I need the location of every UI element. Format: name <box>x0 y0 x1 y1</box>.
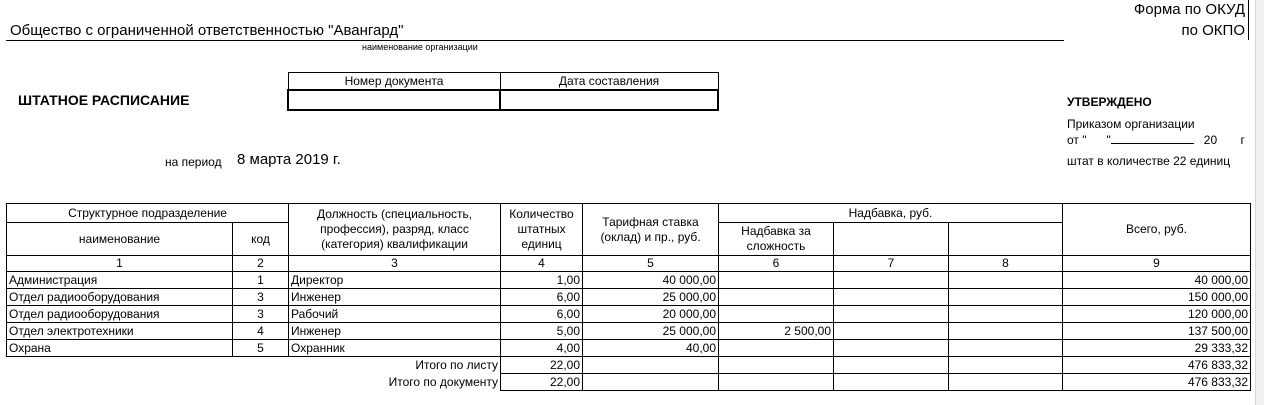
total-sheet-count[interactable]: 22,00 <box>501 357 583 374</box>
cell-bonus-8[interactable] <box>949 340 1063 357</box>
cell-name[interactable]: Администрация <box>7 272 233 289</box>
document-number-table <box>287 72 719 111</box>
cell-rate[interactable]: 25 000,00 <box>583 323 719 340</box>
column-number: 6 <box>719 256 834 272</box>
cell-bonus-6[interactable] <box>719 340 834 357</box>
cell-name[interactable]: Отдел радиооборудования <box>7 289 233 306</box>
table-row[interactable] <box>7 323 1251 340</box>
cell-position[interactable]: Директор <box>289 272 501 289</box>
cell-position[interactable]: Охранник <box>289 340 501 357</box>
cell-code[interactable]: 4 <box>233 323 289 340</box>
total-sheet-total[interactable]: 476 833,32 <box>1063 357 1251 374</box>
total-document-count[interactable]: 22,00 <box>501 374 583 391</box>
header-bonus-complexity: Надбавка за сложность <box>719 223 834 256</box>
approved-title: УТВЕРЖДЕНО <box>1067 95 1152 109</box>
organization-caption: наименование организации <box>362 42 478 52</box>
cell-total[interactable]: 40 000,00 <box>1063 272 1251 289</box>
cell-bonus-6[interactable] <box>719 289 834 306</box>
cell-name[interactable]: Охрана <box>7 340 233 357</box>
document-number-header: Номер документа <box>288 73 500 91</box>
cell-rate[interactable]: 40,00 <box>583 340 719 357</box>
column-number: 5 <box>583 256 719 272</box>
column-number: 2 <box>233 256 289 272</box>
vertical-scrollbar[interactable] <box>1255 0 1264 405</box>
approved-from-prefix: от " <box>1067 133 1087 147</box>
organization-name: Общество с ограниченной ответственностью "Авангард" <box>10 22 404 39</box>
total-document-bonus-6[interactable] <box>719 374 834 391</box>
cell-count[interactable]: 6,00 <box>501 306 583 323</box>
total-document-label: Итого по документу <box>388 374 499 389</box>
column-number: 1 <box>7 256 233 272</box>
cell-bonus-6[interactable] <box>719 272 834 289</box>
column-number: 7 <box>834 256 949 272</box>
approved-staff-count: штат в количестве 22 единиц <box>1067 154 1231 168</box>
cell-bonus-8[interactable] <box>949 272 1063 289</box>
document-date-header: Дата составления <box>500 73 718 91</box>
okud-label: Форма по ОКУД <box>1133 1 1245 18</box>
period-value[interactable]: 8 марта 2019 г. <box>237 151 341 168</box>
total-document-bonus-8[interactable] <box>949 374 1063 391</box>
header-bonus: Надбавка, руб. <box>719 204 1063 223</box>
total-document-total[interactable]: 476 833,32 <box>1063 374 1251 391</box>
column-number: 9 <box>1063 256 1251 272</box>
cell-name[interactable]: Отдел электротехники <box>7 323 233 340</box>
cell-bonus-7[interactable] <box>834 340 949 357</box>
header-bonus-7 <box>834 223 949 256</box>
cell-name[interactable]: Отдел радиооборудования <box>7 306 233 323</box>
total-sheet-rate[interactable] <box>583 357 719 374</box>
table-row[interactable] <box>7 272 1251 289</box>
approved-from-quote: " <box>1106 133 1111 147</box>
header-count: Количество штатных единиц <box>501 204 583 256</box>
table-row[interactable] <box>7 340 1251 357</box>
column-number: 4 <box>501 256 583 272</box>
cell-bonus-8[interactable] <box>949 306 1063 323</box>
table-row[interactable] <box>7 306 1251 323</box>
approved-year: 20 <box>1203 133 1218 147</box>
okpo-label: по ОКПО <box>1181 22 1245 39</box>
header-rate: Тарифная ставка (оклад) и пр., руб. <box>583 204 719 256</box>
cell-bonus-8[interactable] <box>949 289 1063 306</box>
okud-code-cell[interactable] <box>1248 0 1254 20</box>
total-sheet-label: Итого по листу <box>415 357 499 372</box>
cell-code[interactable]: 1 <box>233 272 289 289</box>
total-document-bonus-7[interactable] <box>834 374 949 391</box>
cell-bonus-7[interactable] <box>834 289 949 306</box>
total-sheet-bonus-8[interactable] <box>949 357 1063 374</box>
staffing-table <box>6 203 1251 391</box>
approved-order-label: Приказом организации <box>1067 117 1195 131</box>
total-document-rate[interactable] <box>583 374 719 391</box>
cell-code[interactable]: 3 <box>233 306 289 323</box>
cell-bonus-6[interactable] <box>719 306 834 323</box>
total-row-document <box>7 374 1251 391</box>
cell-bonus-7[interactable] <box>834 306 949 323</box>
total-sheet-bonus-7[interactable] <box>834 357 949 374</box>
cell-rate[interactable]: 20 000,00 <box>583 306 719 323</box>
approved-year-suffix: г <box>1240 133 1245 147</box>
header-total: Всего, руб. <box>1063 204 1251 256</box>
cell-bonus-7[interactable] <box>834 272 949 289</box>
cell-position[interactable]: Инженер <box>289 323 501 340</box>
cell-total[interactable]: 29 333,32 <box>1063 340 1251 357</box>
cell-count[interactable]: 4,00 <box>501 340 583 357</box>
header-bonus-8 <box>949 223 1063 256</box>
cell-bonus-6[interactable]: 2 500,00 <box>719 323 834 340</box>
column-number: 8 <box>949 256 1063 272</box>
total-row-sheet <box>7 357 1251 374</box>
cell-total[interactable]: 137 500,00 <box>1063 323 1251 340</box>
column-number: 3 <box>289 256 501 272</box>
organization-underline <box>6 40 1064 41</box>
cell-total[interactable]: 120 000,00 <box>1063 306 1251 323</box>
cell-rate[interactable]: 40 000,00 <box>583 272 719 289</box>
approved-month-blank[interactable] <box>1111 133 1194 144</box>
okpo-code-cell[interactable] <box>1248 20 1254 40</box>
cell-bonus-7[interactable] <box>834 323 949 340</box>
header-code: код <box>233 223 289 256</box>
total-sheet-bonus-6[interactable] <box>719 357 834 374</box>
document-date-cell[interactable] <box>500 90 718 110</box>
cell-code[interactable]: 3 <box>233 289 289 306</box>
cell-count[interactable]: 5,00 <box>501 323 583 340</box>
document-title: ШТАТНОЕ РАСПИСАНИЕ <box>18 92 190 108</box>
cell-count[interactable]: 1,00 <box>501 272 583 289</box>
cell-count[interactable]: 6,00 <box>501 289 583 306</box>
cell-code[interactable]: 5 <box>233 340 289 357</box>
period-label: на период <box>165 155 222 169</box>
cell-bonus-8[interactable] <box>949 323 1063 340</box>
table-row[interactable] <box>7 289 1251 306</box>
header-name: наименование <box>7 223 233 256</box>
approved-date-line <box>1067 133 1245 147</box>
cell-rate[interactable]: 25 000,00 <box>583 289 719 306</box>
cell-position[interactable]: Рабочий <box>289 306 501 323</box>
cell-total[interactable]: 150 000,00 <box>1063 289 1251 306</box>
header-structural-division: Структурное подразделение <box>7 204 289 223</box>
cell-position[interactable]: Инженер <box>289 289 501 306</box>
document-number-cell[interactable] <box>288 90 500 110</box>
header-position: Должность (специальность, профессия), разряд, класс (категория) квалификации <box>289 204 501 256</box>
